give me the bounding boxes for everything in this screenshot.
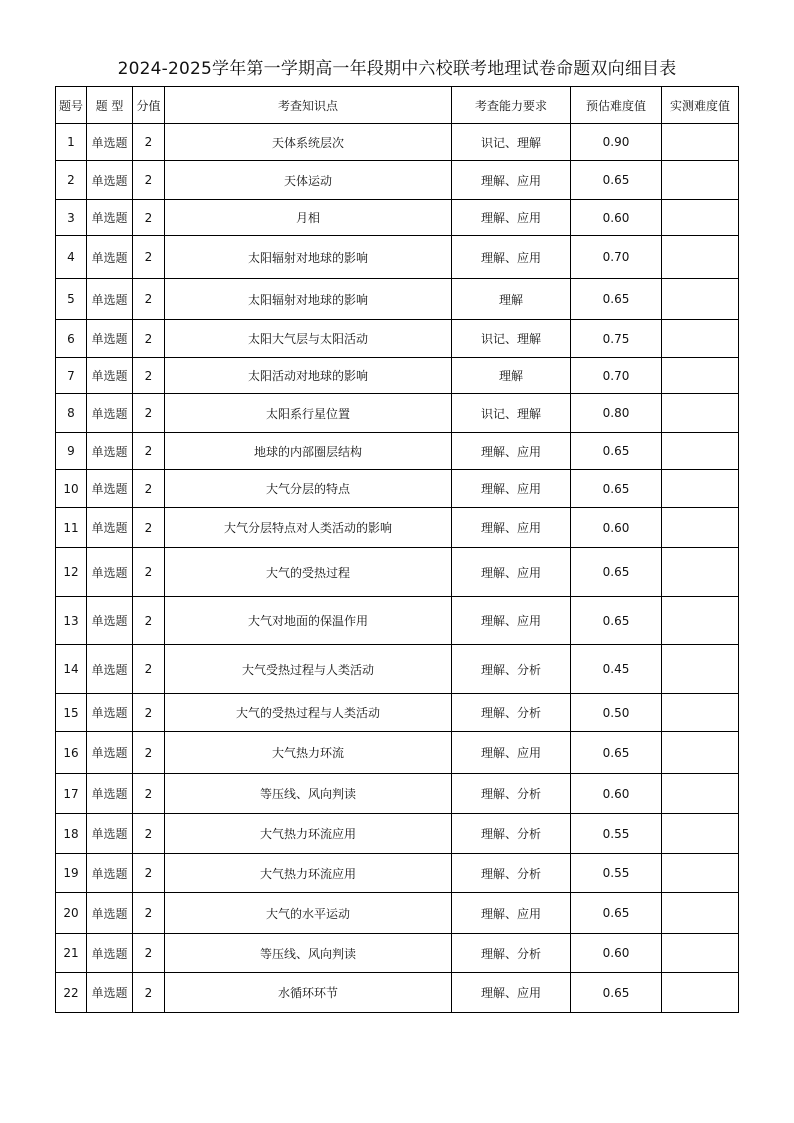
header-knowledge: 考查知识点 <box>165 87 452 124</box>
cell-actual <box>662 597 739 645</box>
cell-score: 2 <box>133 854 165 893</box>
cell-ability: 理解、分析 <box>452 934 571 973</box>
cell-ability: 理解、分析 <box>452 694 571 732</box>
cell-knowledge: 水循环环节 <box>165 973 452 1013</box>
cell-ability: 识记、理解 <box>452 320 571 358</box>
table-row <box>56 814 739 854</box>
cell-knowledge: 大气热力环流 <box>165 732 452 774</box>
cell-ability: 识记、理解 <box>452 394 571 433</box>
cell-ability: 理解、分析 <box>452 814 571 854</box>
cell-score: 2 <box>133 236 165 279</box>
cell-number: 14 <box>56 645 87 694</box>
cell-estimated: 0.65 <box>571 893 662 934</box>
cell-estimated: 0.55 <box>571 854 662 893</box>
cell-type: 单选题 <box>87 854 133 893</box>
cell-actual <box>662 470 739 508</box>
cell-actual <box>662 814 739 854</box>
cell-ability: 理解、应用 <box>452 508 571 548</box>
cell-number: 1 <box>56 124 87 161</box>
table-row <box>56 973 739 1013</box>
table-row <box>56 470 739 508</box>
cell-actual <box>662 279 739 320</box>
cell-ability: 理解、应用 <box>452 236 571 279</box>
spec-table <box>55 86 739 1013</box>
cell-score: 2 <box>133 358 165 394</box>
cell-estimated: 0.60 <box>571 934 662 973</box>
cell-actual <box>662 973 739 1013</box>
cell-number: 8 <box>56 394 87 433</box>
cell-score: 2 <box>133 200 165 236</box>
cell-number: 4 <box>56 236 87 279</box>
table-row <box>56 279 739 320</box>
cell-knowledge: 大气分层特点对人类活动的影响 <box>165 508 452 548</box>
header-actual: 实测难度值 <box>662 87 739 124</box>
cell-type: 单选题 <box>87 732 133 774</box>
table-row <box>56 124 739 161</box>
cell-estimated: 0.60 <box>571 774 662 814</box>
cell-estimated: 0.90 <box>571 124 662 161</box>
table-row <box>56 694 739 732</box>
cell-actual <box>662 320 739 358</box>
header-number: 题号 <box>56 87 87 124</box>
cell-score: 2 <box>133 814 165 854</box>
cell-knowledge: 太阳活动对地球的影响 <box>165 358 452 394</box>
cell-estimated: 0.65 <box>571 279 662 320</box>
cell-ability: 理解 <box>452 279 571 320</box>
cell-number: 15 <box>56 694 87 732</box>
cell-score: 2 <box>133 124 165 161</box>
cell-ability: 理解、分析 <box>452 854 571 893</box>
cell-number: 5 <box>56 279 87 320</box>
cell-actual <box>662 548 739 597</box>
cell-actual <box>662 774 739 814</box>
table-row <box>56 934 739 973</box>
cell-estimated: 0.65 <box>571 732 662 774</box>
cell-knowledge: 太阳辐射对地球的影响 <box>165 236 452 279</box>
cell-score: 2 <box>133 694 165 732</box>
cell-estimated: 0.60 <box>571 508 662 548</box>
table-row <box>56 597 739 645</box>
cell-type: 单选题 <box>87 934 133 973</box>
cell-number: 19 <box>56 854 87 893</box>
page-title: 2024-2025学年第一学期高一年段期中六校联考地理试卷命题双向细目表 <box>117 59 677 79</box>
cell-score: 2 <box>133 732 165 774</box>
header-type: 题 型 <box>87 87 133 124</box>
cell-knowledge: 月相 <box>165 200 452 236</box>
cell-score: 2 <box>133 774 165 814</box>
cell-number: 10 <box>56 470 87 508</box>
cell-score: 2 <box>133 433 165 470</box>
cell-actual <box>662 893 739 934</box>
cell-knowledge: 大气热力环流应用 <box>165 814 452 854</box>
cell-number: 17 <box>56 774 87 814</box>
cell-type: 单选题 <box>87 597 133 645</box>
cell-actual <box>662 508 739 548</box>
cell-number: 11 <box>56 508 87 548</box>
cell-score: 2 <box>133 893 165 934</box>
table-row <box>56 358 739 394</box>
cell-ability: 理解、应用 <box>452 548 571 597</box>
table-row <box>56 320 739 358</box>
cell-number: 3 <box>56 200 87 236</box>
table-row <box>56 236 739 279</box>
table-row <box>56 394 739 433</box>
cell-estimated: 0.65 <box>571 973 662 1013</box>
cell-number: 6 <box>56 320 87 358</box>
cell-ability: 理解 <box>452 358 571 394</box>
cell-number: 13 <box>56 597 87 645</box>
cell-actual <box>662 200 739 236</box>
cell-estimated: 0.80 <box>571 394 662 433</box>
cell-score: 2 <box>133 394 165 433</box>
cell-actual <box>662 394 739 433</box>
cell-estimated: 0.70 <box>571 358 662 394</box>
cell-type: 单选题 <box>87 973 133 1013</box>
cell-actual <box>662 732 739 774</box>
cell-number: 7 <box>56 358 87 394</box>
cell-type: 单选题 <box>87 161 133 200</box>
cell-actual <box>662 433 739 470</box>
header-estimated: 预估难度值 <box>571 87 662 124</box>
cell-type: 单选题 <box>87 645 133 694</box>
cell-type: 单选题 <box>87 893 133 934</box>
cell-type: 单选题 <box>87 124 133 161</box>
cell-number: 9 <box>56 433 87 470</box>
cell-knowledge: 太阳系行星位置 <box>165 394 452 433</box>
cell-actual <box>662 934 739 973</box>
cell-ability: 理解、应用 <box>452 470 571 508</box>
cell-ability: 理解、应用 <box>452 973 571 1013</box>
table-row <box>56 433 739 470</box>
cell-type: 单选题 <box>87 774 133 814</box>
cell-ability: 理解、应用 <box>452 732 571 774</box>
cell-score: 2 <box>133 645 165 694</box>
cell-number: 18 <box>56 814 87 854</box>
table-row <box>56 645 739 694</box>
cell-estimated: 0.75 <box>571 320 662 358</box>
cell-knowledge: 大气热力环流应用 <box>165 854 452 893</box>
cell-estimated: 0.45 <box>571 645 662 694</box>
cell-number: 20 <box>56 893 87 934</box>
table-row <box>56 161 739 200</box>
cell-knowledge: 大气的受热过程 <box>165 548 452 597</box>
cell-score: 2 <box>133 508 165 548</box>
cell-type: 单选题 <box>87 358 133 394</box>
cell-type: 单选题 <box>87 470 133 508</box>
cell-ability: 理解、应用 <box>452 433 571 470</box>
cell-number: 2 <box>56 161 87 200</box>
cell-estimated: 0.65 <box>571 597 662 645</box>
cell-score: 2 <box>133 973 165 1013</box>
cell-ability: 理解、分析 <box>452 645 571 694</box>
table-row <box>56 893 739 934</box>
cell-estimated: 0.70 <box>571 236 662 279</box>
cell-type: 单选题 <box>87 279 133 320</box>
cell-knowledge: 天体系统层次 <box>165 124 452 161</box>
cell-knowledge: 大气分层的特点 <box>165 470 452 508</box>
cell-ability: 识记、理解 <box>452 124 571 161</box>
table-row <box>56 200 739 236</box>
cell-score: 2 <box>133 597 165 645</box>
cell-type: 单选题 <box>87 814 133 854</box>
cell-number: 21 <box>56 934 87 973</box>
cell-actual <box>662 161 739 200</box>
cell-score: 2 <box>133 548 165 597</box>
cell-ability: 理解、应用 <box>452 893 571 934</box>
header-ability: 考查能力要求 <box>452 87 571 124</box>
table-row <box>56 508 739 548</box>
cell-score: 2 <box>133 320 165 358</box>
cell-estimated: 0.65 <box>571 433 662 470</box>
cell-actual <box>662 645 739 694</box>
cell-estimated: 0.65 <box>571 470 662 508</box>
table-row <box>56 548 739 597</box>
cell-knowledge: 等压线、风向判读 <box>165 934 452 973</box>
cell-ability: 理解、应用 <box>452 200 571 236</box>
cell-ability: 理解、应用 <box>452 597 571 645</box>
header-score: 分值 <box>133 87 165 124</box>
cell-actual <box>662 694 739 732</box>
cell-score: 2 <box>133 161 165 200</box>
cell-estimated: 0.65 <box>571 161 662 200</box>
cell-type: 单选题 <box>87 200 133 236</box>
table-row <box>56 854 739 893</box>
cell-actual <box>662 124 739 161</box>
cell-type: 单选题 <box>87 433 133 470</box>
cell-type: 单选题 <box>87 236 133 279</box>
cell-knowledge: 大气受热过程与人类活动 <box>165 645 452 694</box>
cell-estimated: 0.65 <box>571 548 662 597</box>
cell-number: 16 <box>56 732 87 774</box>
cell-number: 22 <box>56 973 87 1013</box>
cell-type: 单选题 <box>87 394 133 433</box>
cell-knowledge: 大气的水平运动 <box>165 893 452 934</box>
cell-estimated: 0.50 <box>571 694 662 732</box>
cell-actual <box>662 358 739 394</box>
table-row <box>56 732 739 774</box>
cell-score: 2 <box>133 470 165 508</box>
cell-actual <box>662 854 739 893</box>
cell-estimated: 0.55 <box>571 814 662 854</box>
cell-knowledge: 等压线、风向判读 <box>165 774 452 814</box>
cell-ability: 理解、应用 <box>452 161 571 200</box>
table-header-row <box>56 87 739 124</box>
cell-knowledge: 太阳辐射对地球的影响 <box>165 279 452 320</box>
cell-type: 单选题 <box>87 320 133 358</box>
cell-knowledge: 大气的受热过程与人类活动 <box>165 694 452 732</box>
cell-type: 单选题 <box>87 548 133 597</box>
cell-estimated: 0.60 <box>571 200 662 236</box>
cell-knowledge: 太阳大气层与太阳活动 <box>165 320 452 358</box>
cell-score: 2 <box>133 934 165 973</box>
cell-ability: 理解、分析 <box>452 774 571 814</box>
cell-knowledge: 大气对地面的保温作用 <box>165 597 452 645</box>
cell-knowledge: 地球的内部圈层结构 <box>165 433 452 470</box>
cell-number: 12 <box>56 548 87 597</box>
cell-type: 单选题 <box>87 508 133 548</box>
table-row <box>56 774 739 814</box>
cell-actual <box>662 236 739 279</box>
cell-type: 单选题 <box>87 694 133 732</box>
cell-score: 2 <box>133 279 165 320</box>
cell-knowledge: 天体运动 <box>165 161 452 200</box>
